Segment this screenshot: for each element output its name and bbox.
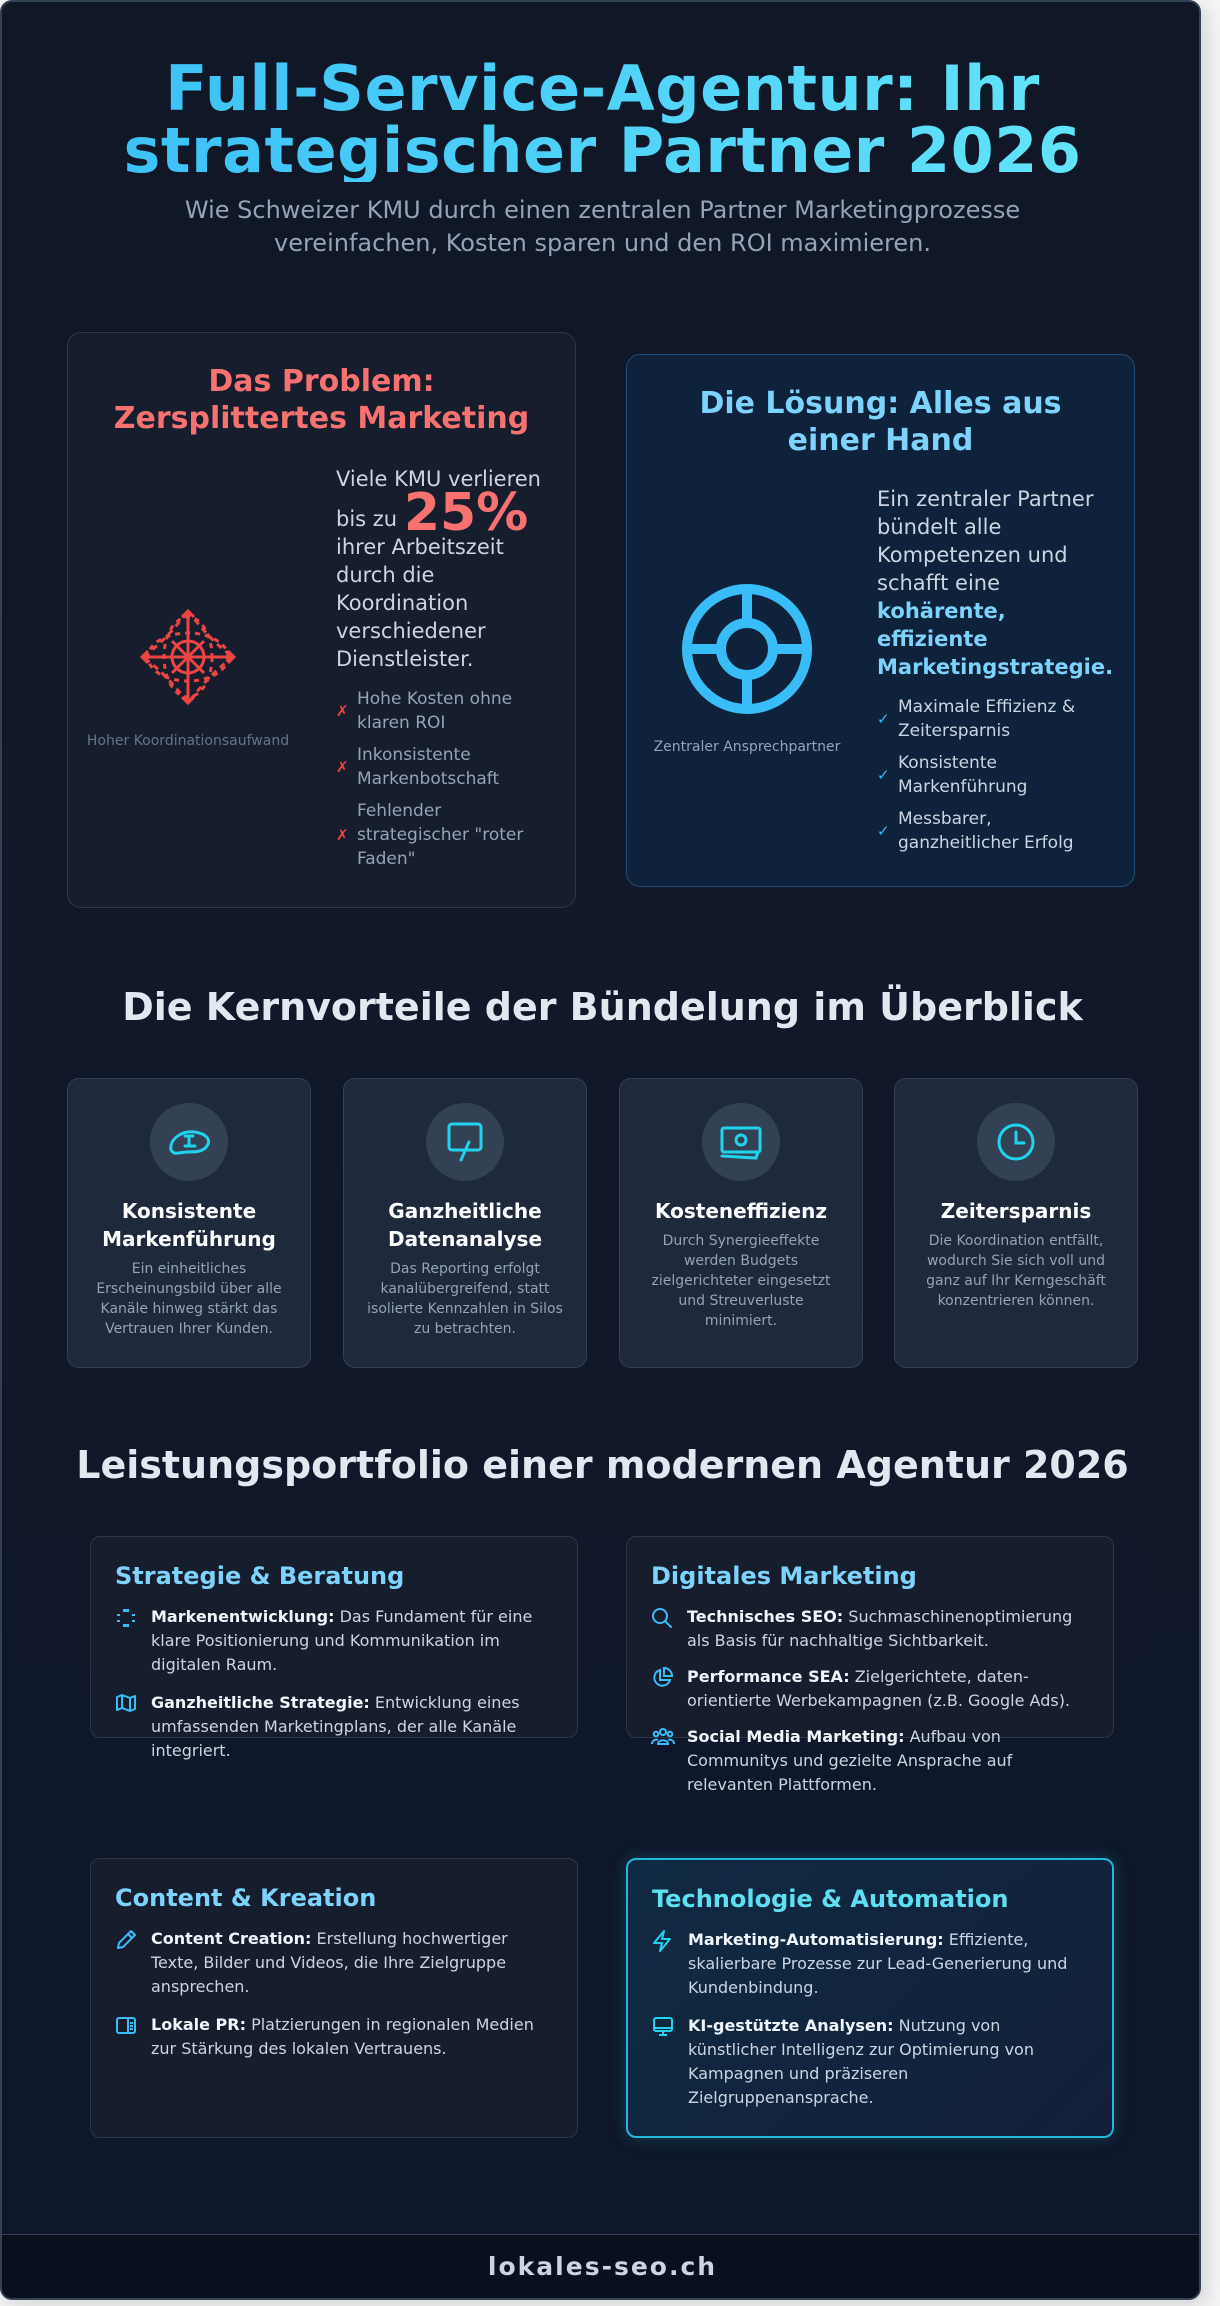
service-item: Social Media Marketing: Aufbau von Communitys und gezielte Ansprache auf relevanten Plattformen. — [651, 1725, 1089, 1797]
solution-illustration — [627, 583, 867, 755]
service-item: Markenentwicklung: Das Fundament für eine klare Positionierung und Kommunikation im digitalen Raum. — [115, 1605, 553, 1677]
x-mark-icon: ✗ — [336, 826, 349, 844]
service-group-title: Strategie & Beratung — [115, 1562, 405, 1590]
solution-lead-text: Ein zentraler Partner bündelt alle Kompetenzen und schafft eine — [877, 487, 1094, 595]
bolt-icon — [652, 1930, 672, 1952]
hero — [2, 52, 1201, 260]
problem-lead — [336, 465, 546, 673]
map-icon — [115, 1693, 137, 1713]
solution-bullet: ✓ Konsistente Markenführung — [877, 753, 1028, 797]
x-mark-icon: ✗ — [336, 758, 349, 776]
service-group-title: Content & Kreation — [115, 1884, 377, 1912]
problem-lead-suffix: ihrer Arbeitszeit durch die Koordination verschiedener Dienstleister. — [336, 535, 504, 671]
problem-bullets — [336, 687, 546, 871]
service-group-title: Digitales Marketing — [651, 1562, 917, 1590]
footer-site-link[interactable]: lokales-seo.ch — [487, 2252, 718, 2281]
problem-bullet: ✗ Hohe Kosten ohne klaren ROI — [336, 689, 513, 733]
service-item: Content Creation: Erstellung hochwertiger Texte, Bilder und Videos, die Ihre Zielgruppe ansprechen. — [115, 1927, 553, 1999]
service-item: Technisches SEO: Suchmaschinenoptimierung als Basis für nachhaltige Sichtbarkeit. — [651, 1605, 1089, 1653]
benefit-title: Zeitersparnis — [940, 1199, 1092, 1223]
service-item: Ganzheitliche Strategie: Entwicklung eines umfassenden Marketingplans, der alle Kanäle integriert. — [115, 1691, 553, 1763]
solution-title: Die Lösung: Alles aus einer Hand — [699, 386, 1062, 458]
benefits-heading: Die Kernvorteile der Bündelung im Überblick — [122, 985, 1083, 1029]
benefit-desc: Durch Synergieeffekte werden Budgets zielgerichteter eingesetzt und Streuverluste minimiert. — [651, 1233, 831, 1329]
newspaper-icon — [115, 2015, 137, 2035]
benefit-desc: Ein einheitliches Erscheinungsbild über alle Kanäle hinweg stärkt das Vertrauen Ihrer Kunden. — [96, 1261, 282, 1337]
benefit-card — [67, 1078, 311, 1368]
service-group-title: Technologie & Automation — [652, 1885, 1009, 1913]
problem-bullet: ✗ Inkonsistente Markenbotschaft — [336, 745, 500, 789]
problem-illustration — [68, 605, 308, 749]
monitor-icon — [652, 2016, 674, 2038]
check-icon: ✓ — [877, 766, 890, 784]
service-item: Lokale PR: Platzierungen in regionalen Medien zur Stärkung des lokalen Vertrauens. — [115, 2013, 553, 2061]
service-group-strategy — [90, 1536, 578, 1760]
lifebuoy-icon — [681, 583, 813, 715]
service-group-technology — [626, 1858, 1114, 2138]
pie-chart-icon — [651, 1667, 673, 1689]
problem-card — [67, 332, 576, 908]
brand-badge-icon — [165, 1122, 213, 1162]
pencil-icon — [115, 1929, 137, 1951]
page-subtitle: Wie Schweizer KMU durch einen zentralen Partner Marketingprozesse vereinfachen, Kosten sparen und den ROI maximieren. — [184, 196, 1021, 257]
chart-presentation-icon — [445, 1120, 485, 1164]
problem-text — [336, 465, 546, 879]
scattered-arrows-icon — [136, 605, 240, 709]
solution-lead-highlight: kohärente, effiziente Marketingstrategie. — [877, 599, 1114, 679]
service-item: Marketing-Automatisierung: Effiziente, skalierbare Prozesse zur Lead-Generierung und Kundenbindung. — [652, 1928, 1088, 2000]
service-item: KI-gestützte Analysen: Nutzung von künstlicher Intelligenz zur Optimierung von Kampagnen und präziseren Zielgruppenansprache. — [652, 2014, 1088, 2110]
solution-lead — [877, 485, 1117, 681]
service-item: Performance SEA: Zielgerichtete, daten-orientierte Werbekampagnen (z.B. Google Ads). — [651, 1665, 1089, 1713]
benefit-title: Ganzheitliche Datenanalyse — [387, 1199, 543, 1251]
problem-lead-prefix: Viele KMU verlieren bis zu — [336, 467, 541, 531]
problem-bullet: ✗ Fehlender strategischer "roter Faden" — [336, 801, 524, 869]
portfolio-heading: Leistungsportfolio einer modernen Agentur 2026 — [76, 1443, 1129, 1487]
solution-bullet: ✓ Maximale Effizienz & Zeitersparnis — [877, 697, 1076, 741]
problem-title: Das Problem: Zersplittertes Marketing — [113, 364, 530, 436]
solution-bullets — [877, 695, 1117, 855]
service-group-content — [90, 1858, 578, 2138]
solution-icon-caption: Zentraler Ansprechpartner — [653, 739, 841, 755]
benefit-desc: Das Reporting erfolgt kanalübergreifend, statt isolierte Kennzahlen in Silos zu betrachten. — [367, 1261, 563, 1337]
footer — [2, 2234, 1201, 2300]
money-bill-icon — [718, 1122, 764, 1162]
solution-text — [877, 485, 1117, 863]
benefit-title: Konsistente Markenführung — [102, 1199, 276, 1251]
benefit-desc: Die Koordination entfällt, wodurch Sie sich voll und ganz auf Ihr Kerngeschäft konzentrieren können. — [926, 1233, 1106, 1309]
page-title: Full-Service-Agentur: Ihr strategischer Partner 2026 — [2, 58, 1201, 182]
check-icon: ✓ — [877, 822, 890, 840]
users-icon — [651, 1727, 675, 1747]
clock-icon — [995, 1121, 1037, 1163]
solution-bullet: ✓ Messbarer, ganzheitlicher Erfolg — [877, 809, 1074, 853]
search-icon — [651, 1607, 673, 1629]
benefit-card — [894, 1078, 1138, 1368]
problem-icon-caption: Hoher Koordinationsaufwand — [86, 733, 290, 749]
loader-dots-icon — [115, 1607, 137, 1629]
service-group-digital — [626, 1536, 1114, 1794]
x-mark-icon: ✗ — [336, 702, 349, 720]
solution-card — [626, 354, 1135, 887]
benefit-card — [619, 1078, 863, 1368]
benefit-title: Kosteneffizienz — [655, 1199, 827, 1223]
benefit-card — [343, 1078, 587, 1368]
problem-stat: 25% — [403, 483, 529, 543]
check-icon: ✓ — [877, 710, 890, 728]
